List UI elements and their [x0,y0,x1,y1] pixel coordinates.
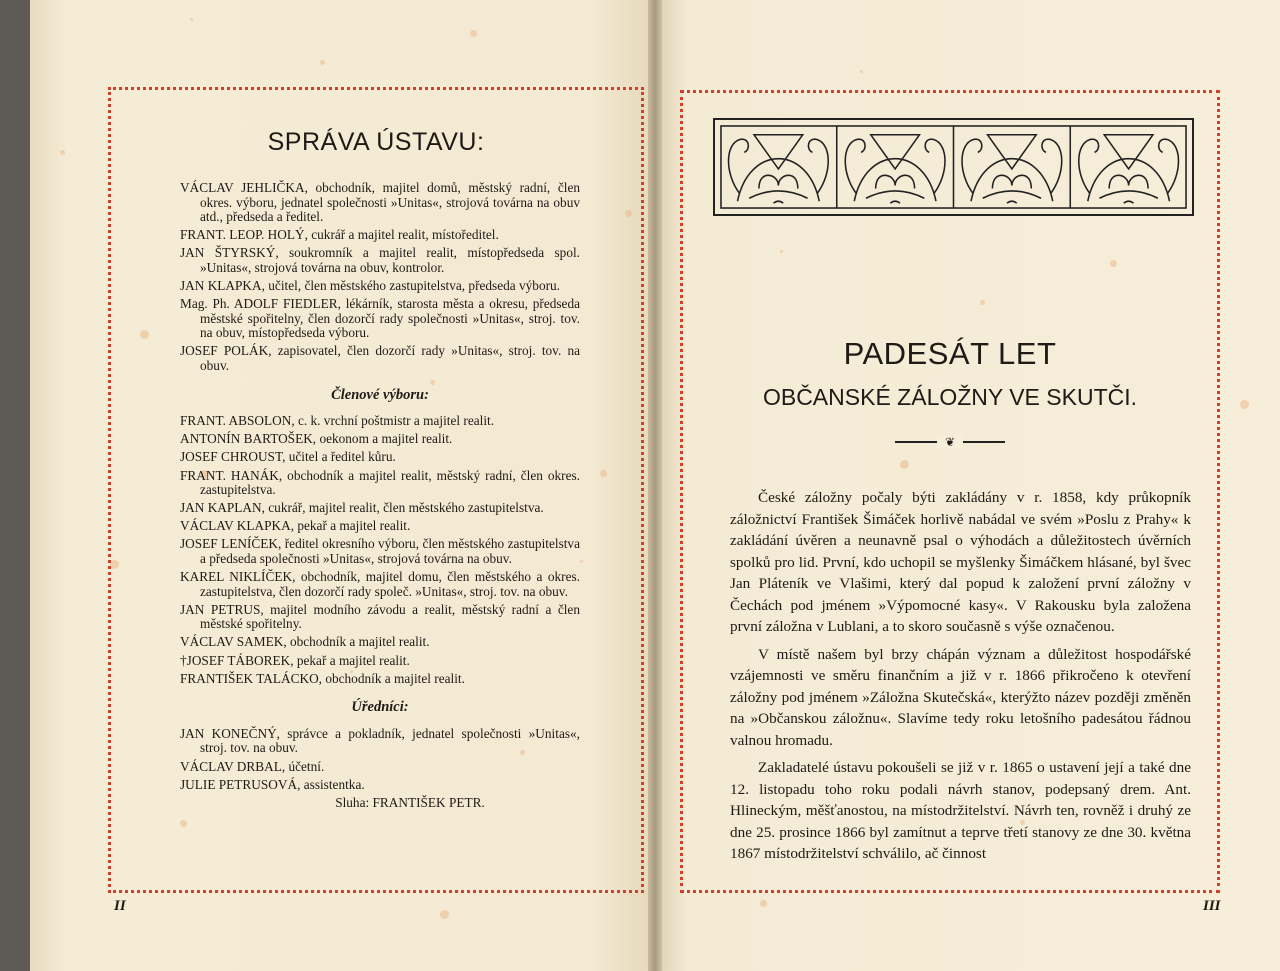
member-entry: JOSEF CHROUST, učitel a ředitel kůru. [180,449,396,465]
paragraph: Zakladatelé ústavu pokoušeli se již v r. 1865 o ustavení její a také dne 12. listopadu toho roku podali návrh stanov, podepsaný drem. Ant. Hlineckým, měšťanostou, na místodržitelství. Návrh ten, rovněž i druhý ze dne 25. prosince 1866 byl zamítnut a teprve třetí stanovy ze dne 30. května 1867 místodržitelství schválilo, ač činnost [730,759,1191,862]
page-number-right: III [1203,898,1221,914]
committee-heading: Členové výboru: [331,386,429,403]
page-number-left: II [114,898,126,914]
member-entry: KAREL NIKLÍČEK, obchodník, majitel domu, člen městského a okres. zastupitelstva, člen dozorčí rady společ. »Unitas«, stroj. tov. na obuv. [180,569,580,599]
ornamental-divider [895,435,1005,449]
article-title: PADESÁT LET [843,336,1057,371]
member-entry: JOSEF POLÁK, zapisovatel, člen dozorčí rady »Unitas«, stroj. tov. na obuv. [180,343,580,374]
ornament-unit [837,126,945,208]
foxing-spot [440,910,449,919]
member-entry: VÁCLAV SAMEK, obchodník a majitel realit. [180,634,430,650]
member-entry: JAN KAPLAN, cukrář, majitel realit, člen městského zastupitelstva. [180,500,544,516]
foxing-spot [1240,400,1249,409]
article-subtitle: OBČANSKÉ ZÁLOŽNY VE SKUTČI. [762,384,1138,410]
flourish-icon: ❦ [937,435,963,449]
member-entry: VÁCLAV DRBAL, účetní. [180,758,325,774]
management-list [180,181,580,810]
member-entry: FRANTIŠEK TALÁCKO, obchodník a majitel realit. [180,670,465,686]
member-entry: JAN KLAPKA, učitel, člen městského zastupitelstva, předseda výboru. [180,278,560,294]
left-page-title: SPRÁVA ÚSTAVU: [267,128,485,156]
member-entry: VÁCLAV JEHLIČKA, obchodník, majitel domů, městský radní, člen okres. výboru, jednatel společnosti »Unitas«, strojová továrna na obuv atd., předseda a ředitel. [180,180,580,225]
ornament-unit [954,126,1062,208]
ornament-unit [729,135,829,203]
foxing-spot [60,150,65,155]
member-entry: ANTONÍN BARTOŠEK, oekonom a majitel realit. [180,431,453,447]
member-entry: FRANT. HANÁK, obchodník a majitel realit, městský radní, člen okres. zastupitelstva. [180,467,580,498]
member-entry: JAN KONEČNÝ, správce a pokladník, jednatel společnosti »Unitas«, stroj. tov. na obuv. [180,725,580,756]
paragraph: České záložny počaly býti zakládány v r. 1858, kdy průkopník záložnictví František Šimáček horlivě nabádal ve svém »Poslu z Prahy« k zakládání úvěren a neunavně psal o výhodách a důležitostech úvěrních spolků pro lid. První, kdo uchopil se myšlenky Šimáčkem hlásané, byl švec Jan Pláteník ve Vlašimi, který dal popud k založení první záložny v Čechách pod jménem »Výpomocné kasy«. V Rakousku byla založena první záložna v Lublani, a to skoro současně s výše označenou. [730,489,1191,635]
member-entry: †JOSEF TÁBOREK, pekař a majitel realit. [180,652,410,668]
article-body [730,487,1191,871]
member-entry: VÁCLAV KLAPKA, pekař a majitel realit. [180,518,411,534]
ornament-unit [1070,126,1178,208]
member-entry: FRANT. LEOP. HOLÝ, cukrář a majitel realit, místoředitel. [180,227,499,243]
member-entry: JAN ŠTYRSKÝ, soukromník a majitel realit, místopředseda spol. »Unitas«, strojová továrna na obuv, kontrolor. [180,245,580,275]
officials-heading: Úředníci: [351,699,409,716]
foxing-spot [760,900,767,907]
foxing-spot [320,60,325,65]
foxing-spot [860,70,863,73]
book-gutter [648,0,662,971]
member-entry: FRANT. ABSOLON, c. k. vrchní poštmistr a majitel realit. [180,413,495,429]
foxing-spot [470,30,477,37]
paragraph: V místě našem byl brzy chápán význam a důležitost hospodářské vzájemnosti ve směru finančním a již v r. 1866 přikročeno k otevření záložny pod jménem »Záložna Skutečská«, kterýžto název později změněn na »Občanskou záložnu«. Slavíme tedy roku letošního padesátou řádnou valnou hromadu. [730,645,1191,749]
member-entry: JAN PETRUS, majitel modního závodu a realit, městský radní a člen městské spořitelny. [180,601,580,632]
art-nouveau-ornament-band [713,118,1194,216]
foxing-spot [190,18,193,21]
servant-line: Sluha: FRANTIŠEK PETR. [335,794,485,810]
member-entry: JULIE PETRUSOVÁ, assistentka. [180,776,365,792]
member-entry: JOSEF LENÍČEK, ředitel okresního výboru, člen městského zastupitelstva a předseda společnosti »Unitas«, strojová továrna na obuv. [180,536,580,566]
member-entry: Mag. Ph. ADOLF FIEDLER, lékárník, starosta města a okresu, předseda městské spořitelny, člen dozorčí rady společnosti »Unitas«, stroj. tov. na obuv, místopředseda výboru. [180,296,580,341]
